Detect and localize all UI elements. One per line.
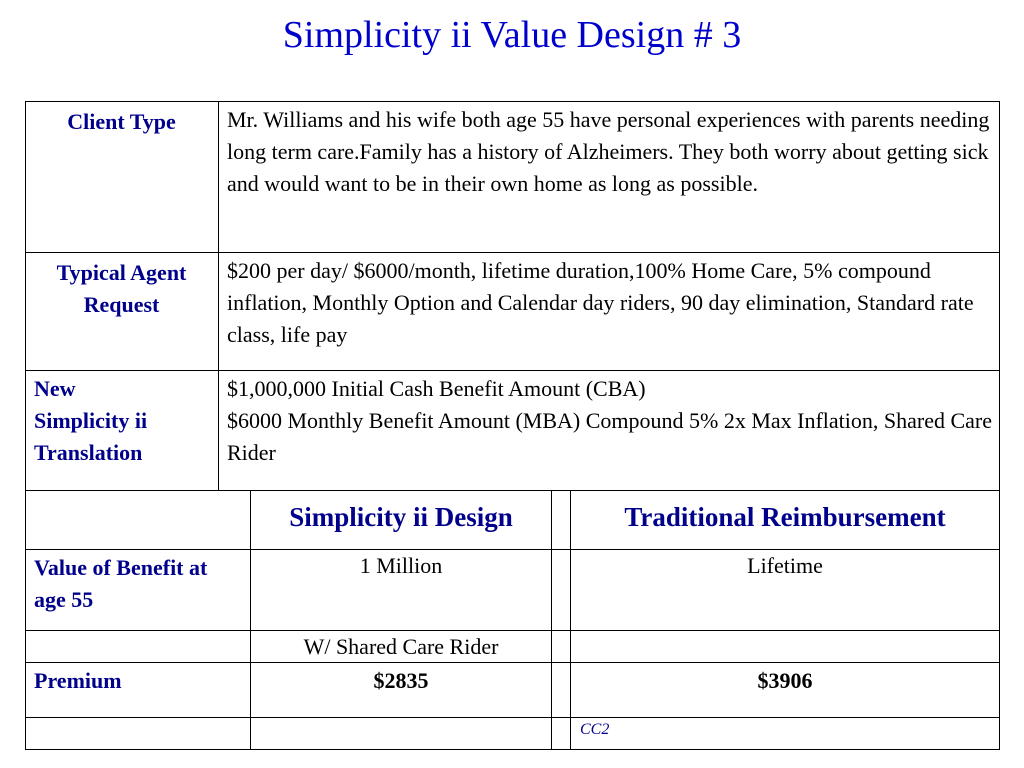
table-divider bbox=[25, 370, 1000, 371]
client-type-label: Client Type bbox=[67, 109, 176, 134]
agent-request-text: $200 per day/ $6000/month, lifetime duration,100% Home Care, 5% compound inflation, Monthly Option and Calendar day riders, 90 day elimination, Standard rate class, life pay bbox=[227, 258, 974, 347]
table-divider bbox=[25, 252, 1000, 253]
premium-traditional: $3906 bbox=[757, 668, 813, 693]
value-traditional: Lifetime bbox=[747, 553, 823, 578]
shared-care-rider-note: W/ Shared Care Rider bbox=[303, 634, 499, 659]
table-border-bottom bbox=[25, 749, 1000, 750]
agent-request-label: Typical Agent Request bbox=[56, 260, 187, 317]
table-divider bbox=[218, 101, 219, 490]
translation-label-line: Simplicity ii bbox=[34, 408, 148, 433]
footnote: CC2 bbox=[580, 721, 610, 738]
translation-label-line: Translation bbox=[34, 440, 143, 465]
premium-simplicity: $2835 bbox=[373, 668, 429, 693]
header-simplicity-design: Simplicity ii Design bbox=[289, 502, 513, 532]
table-border-right bbox=[999, 101, 1000, 750]
translation-text-line: $6000 Monthly Benefit Amount (MBA) Compound 5% 2x Max Inflation, Shared Care Rider bbox=[227, 408, 993, 465]
translation-label bbox=[34, 373, 214, 469]
table-divider bbox=[551, 490, 552, 750]
slide-title: Simplicity ii Value Design # 3 bbox=[282, 14, 742, 56]
premium-label: Premium bbox=[34, 668, 122, 693]
translation-text-line: $1,000,000 Initial Cash Benefit Amount (CBA) bbox=[227, 376, 646, 401]
table-divider bbox=[25, 717, 1000, 718]
client-type-text: Mr. Williams and his wife both age 55 have personal experiences with parents needing long term care.Family has a history of Alzheimers. They both worry about getting sick and would want to be in their own home as long as possible. bbox=[227, 107, 990, 196]
translation-label-line: New bbox=[34, 376, 76, 401]
translation-text bbox=[227, 373, 995, 469]
header-traditional-reimbursement: Traditional Reimbursement bbox=[624, 502, 946, 532]
value-of-benefit-label: Value of Benefit at age 55 bbox=[34, 555, 208, 612]
table-divider bbox=[25, 490, 1000, 491]
table-border-left bbox=[25, 101, 26, 750]
table-border-top bbox=[25, 101, 1000, 102]
value-simplicity: 1 Million bbox=[359, 553, 443, 578]
